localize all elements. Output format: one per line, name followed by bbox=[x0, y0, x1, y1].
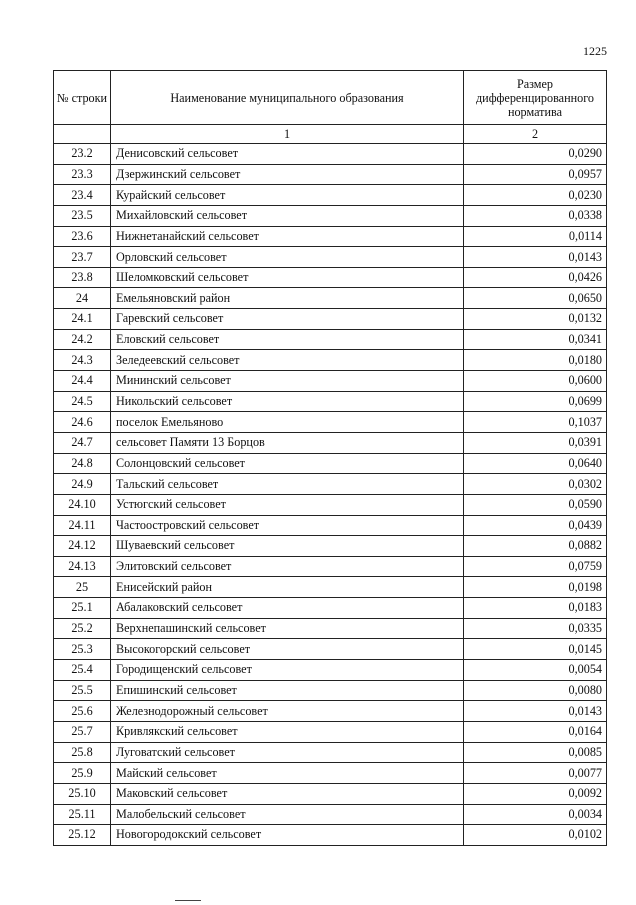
table-row bbox=[54, 680, 607, 701]
normative-value: 0,0164 bbox=[464, 721, 607, 742]
table-row bbox=[54, 226, 607, 247]
normative-value: 0,0085 bbox=[464, 742, 607, 763]
row-number: 24.1 bbox=[54, 309, 111, 330]
table-row bbox=[54, 556, 607, 577]
row-number: 24.5 bbox=[54, 391, 111, 412]
row-number: 24.13 bbox=[54, 556, 111, 577]
row-number: 24.3 bbox=[54, 350, 111, 371]
municipality-name: Майский сельсовет bbox=[111, 763, 464, 784]
footer-mark bbox=[175, 900, 201, 901]
normative-value: 0,0290 bbox=[464, 144, 607, 165]
normative-value: 0,0699 bbox=[464, 391, 607, 412]
table-row bbox=[54, 309, 607, 330]
row-number: 25.4 bbox=[54, 660, 111, 681]
table-row bbox=[54, 763, 607, 784]
row-number: 23.8 bbox=[54, 267, 111, 288]
table-row bbox=[54, 474, 607, 495]
municipality-name: Высокогорский сельсовет bbox=[111, 639, 464, 660]
table-row bbox=[54, 288, 607, 309]
municipality-name: Мининский сельсовет bbox=[111, 371, 464, 392]
normative-value: 0,0426 bbox=[464, 267, 607, 288]
municipality-name: Михайловский сельсовет bbox=[111, 205, 464, 226]
municipality-name: Енисейский район bbox=[111, 577, 464, 598]
municipality-name: Частоостровский сельсовет bbox=[111, 515, 464, 536]
row-number: 24.8 bbox=[54, 453, 111, 474]
row-number: 24.6 bbox=[54, 412, 111, 433]
municipality-name: Нижнетанайский сельсовет bbox=[111, 226, 464, 247]
table-row bbox=[54, 267, 607, 288]
page-number: 1225 bbox=[583, 44, 607, 58]
normative-value: 0,0183 bbox=[464, 598, 607, 619]
row-number: 23.2 bbox=[54, 144, 111, 165]
normative-value: 0,0439 bbox=[464, 515, 607, 536]
normative-value: 0,0145 bbox=[464, 639, 607, 660]
row-number: 25.8 bbox=[54, 742, 111, 763]
table-body bbox=[54, 144, 607, 846]
table-row bbox=[54, 432, 607, 453]
table-row bbox=[54, 350, 607, 371]
table-row bbox=[54, 371, 607, 392]
municipality-name: Солонцовский сельсовет bbox=[111, 453, 464, 474]
header-sub-2: 2 bbox=[464, 125, 607, 144]
table-row bbox=[54, 329, 607, 350]
normative-value: 0,1037 bbox=[464, 412, 607, 433]
table-row bbox=[54, 742, 607, 763]
normative-value: 0,0600 bbox=[464, 371, 607, 392]
header-normative-size: Размер дифференцированного норматива bbox=[464, 71, 607, 125]
row-number: 25.10 bbox=[54, 783, 111, 804]
municipality-name: Железнодорожный сельсовет bbox=[111, 701, 464, 722]
municipality-name: Устюгский сельсовет bbox=[111, 494, 464, 515]
row-number: 23.6 bbox=[54, 226, 111, 247]
normative-value: 0,0230 bbox=[464, 185, 607, 206]
table-row bbox=[54, 639, 607, 660]
normative-value: 0,0341 bbox=[464, 329, 607, 350]
normative-value: 0,0338 bbox=[464, 205, 607, 226]
table-row bbox=[54, 577, 607, 598]
table-row bbox=[54, 205, 607, 226]
header-row-number: № строки bbox=[54, 71, 111, 125]
header-sub-empty bbox=[54, 125, 111, 144]
row-number: 23.3 bbox=[54, 164, 111, 185]
row-number: 25.1 bbox=[54, 598, 111, 619]
municipality-name: Емельяновский район bbox=[111, 288, 464, 309]
normative-value: 0,0102 bbox=[464, 825, 607, 846]
municipality-name: Орловский сельсовет bbox=[111, 247, 464, 268]
normative-value: 0,0590 bbox=[464, 494, 607, 515]
municipality-name: Новогородокский сельсовет bbox=[111, 825, 464, 846]
normative-value: 0,0650 bbox=[464, 288, 607, 309]
table-row bbox=[54, 618, 607, 639]
normative-value: 0,0143 bbox=[464, 701, 607, 722]
normative-value: 0,0143 bbox=[464, 247, 607, 268]
row-number: 25 bbox=[54, 577, 111, 598]
table-row bbox=[54, 721, 607, 742]
table-row bbox=[54, 144, 607, 165]
normative-value: 0,0114 bbox=[464, 226, 607, 247]
row-number: 24.10 bbox=[54, 494, 111, 515]
row-number: 23.4 bbox=[54, 185, 111, 206]
row-number: 25.2 bbox=[54, 618, 111, 639]
municipality-name: Еловский сельсовет bbox=[111, 329, 464, 350]
municipality-name: Гаревский сельсовет bbox=[111, 309, 464, 330]
municipality-name: Денисовский сельсовет bbox=[111, 144, 464, 165]
normative-value: 0,0198 bbox=[464, 577, 607, 598]
table-row bbox=[54, 453, 607, 474]
table-row bbox=[54, 536, 607, 557]
municipality-name: Малобельский сельсовет bbox=[111, 804, 464, 825]
table-row bbox=[54, 598, 607, 619]
header-municipality-name: Наименование муниципального образования bbox=[111, 71, 464, 125]
row-number: 23.7 bbox=[54, 247, 111, 268]
table-row bbox=[54, 515, 607, 536]
table-row bbox=[54, 660, 607, 681]
normative-value: 0,0132 bbox=[464, 309, 607, 330]
row-number: 25.5 bbox=[54, 680, 111, 701]
row-number: 24.4 bbox=[54, 371, 111, 392]
municipality-name: поселок Емельяново bbox=[111, 412, 464, 433]
row-number: 25.11 bbox=[54, 804, 111, 825]
table-row bbox=[54, 783, 607, 804]
row-number: 24.2 bbox=[54, 329, 111, 350]
normative-value: 0,0957 bbox=[464, 164, 607, 185]
normative-value: 0,0391 bbox=[464, 432, 607, 453]
table-row bbox=[54, 804, 607, 825]
normative-value: 0,0054 bbox=[464, 660, 607, 681]
row-number: 25.6 bbox=[54, 701, 111, 722]
row-number: 24.12 bbox=[54, 536, 111, 557]
normative-value: 0,0180 bbox=[464, 350, 607, 371]
municipality-name: Тальский сельсовет bbox=[111, 474, 464, 495]
municipality-name: Верхнепашинский сельсовет bbox=[111, 618, 464, 639]
table-row bbox=[54, 412, 607, 433]
municipality-name: Маковский сельсовет bbox=[111, 783, 464, 804]
normative-value: 0,0077 bbox=[464, 763, 607, 784]
table-row bbox=[54, 164, 607, 185]
municipality-name: сельсовет Памяти 13 Борцов bbox=[111, 432, 464, 453]
row-number: 25.9 bbox=[54, 763, 111, 784]
normative-value: 0,0302 bbox=[464, 474, 607, 495]
row-number: 24.11 bbox=[54, 515, 111, 536]
header-sub-1: 1 bbox=[111, 125, 464, 144]
row-number: 25.3 bbox=[54, 639, 111, 660]
table-row bbox=[54, 494, 607, 515]
municipality-name: Епишинский сельсовет bbox=[111, 680, 464, 701]
municipality-name: Зеледеевский сельсовет bbox=[111, 350, 464, 371]
municipality-name: Абалаковский сельсовет bbox=[111, 598, 464, 619]
row-number: 24.9 bbox=[54, 474, 111, 495]
municipality-name: Луговатский сельсовет bbox=[111, 742, 464, 763]
municipality-name: Никольский сельсовет bbox=[111, 391, 464, 412]
row-number: 25.12 bbox=[54, 825, 111, 846]
normative-value: 0,0034 bbox=[464, 804, 607, 825]
row-number: 25.7 bbox=[54, 721, 111, 742]
table-row bbox=[54, 247, 607, 268]
normative-value: 0,0335 bbox=[464, 618, 607, 639]
municipality-name: Элитовский сельсовет bbox=[111, 556, 464, 577]
normative-value: 0,0080 bbox=[464, 680, 607, 701]
table-row bbox=[54, 701, 607, 722]
municipality-name: Шуваевский сельсовет bbox=[111, 536, 464, 557]
municipality-name: Шеломковский сельсовет bbox=[111, 267, 464, 288]
normative-table bbox=[53, 70, 607, 846]
normative-value: 0,0640 bbox=[464, 453, 607, 474]
row-number: 23.5 bbox=[54, 205, 111, 226]
municipality-name: Кривлякский сельсовет bbox=[111, 721, 464, 742]
table-row bbox=[54, 391, 607, 412]
normative-value: 0,0759 bbox=[464, 556, 607, 577]
row-number: 24.7 bbox=[54, 432, 111, 453]
normative-value: 0,0882 bbox=[464, 536, 607, 557]
row-number: 24 bbox=[54, 288, 111, 309]
municipality-name: Курайский сельсовет bbox=[111, 185, 464, 206]
table-row bbox=[54, 185, 607, 206]
table-row bbox=[54, 825, 607, 846]
municipality-name: Дзержинский сельсовет bbox=[111, 164, 464, 185]
normative-value: 0,0092 bbox=[464, 783, 607, 804]
municipality-name: Городищенский сельсовет bbox=[111, 660, 464, 681]
